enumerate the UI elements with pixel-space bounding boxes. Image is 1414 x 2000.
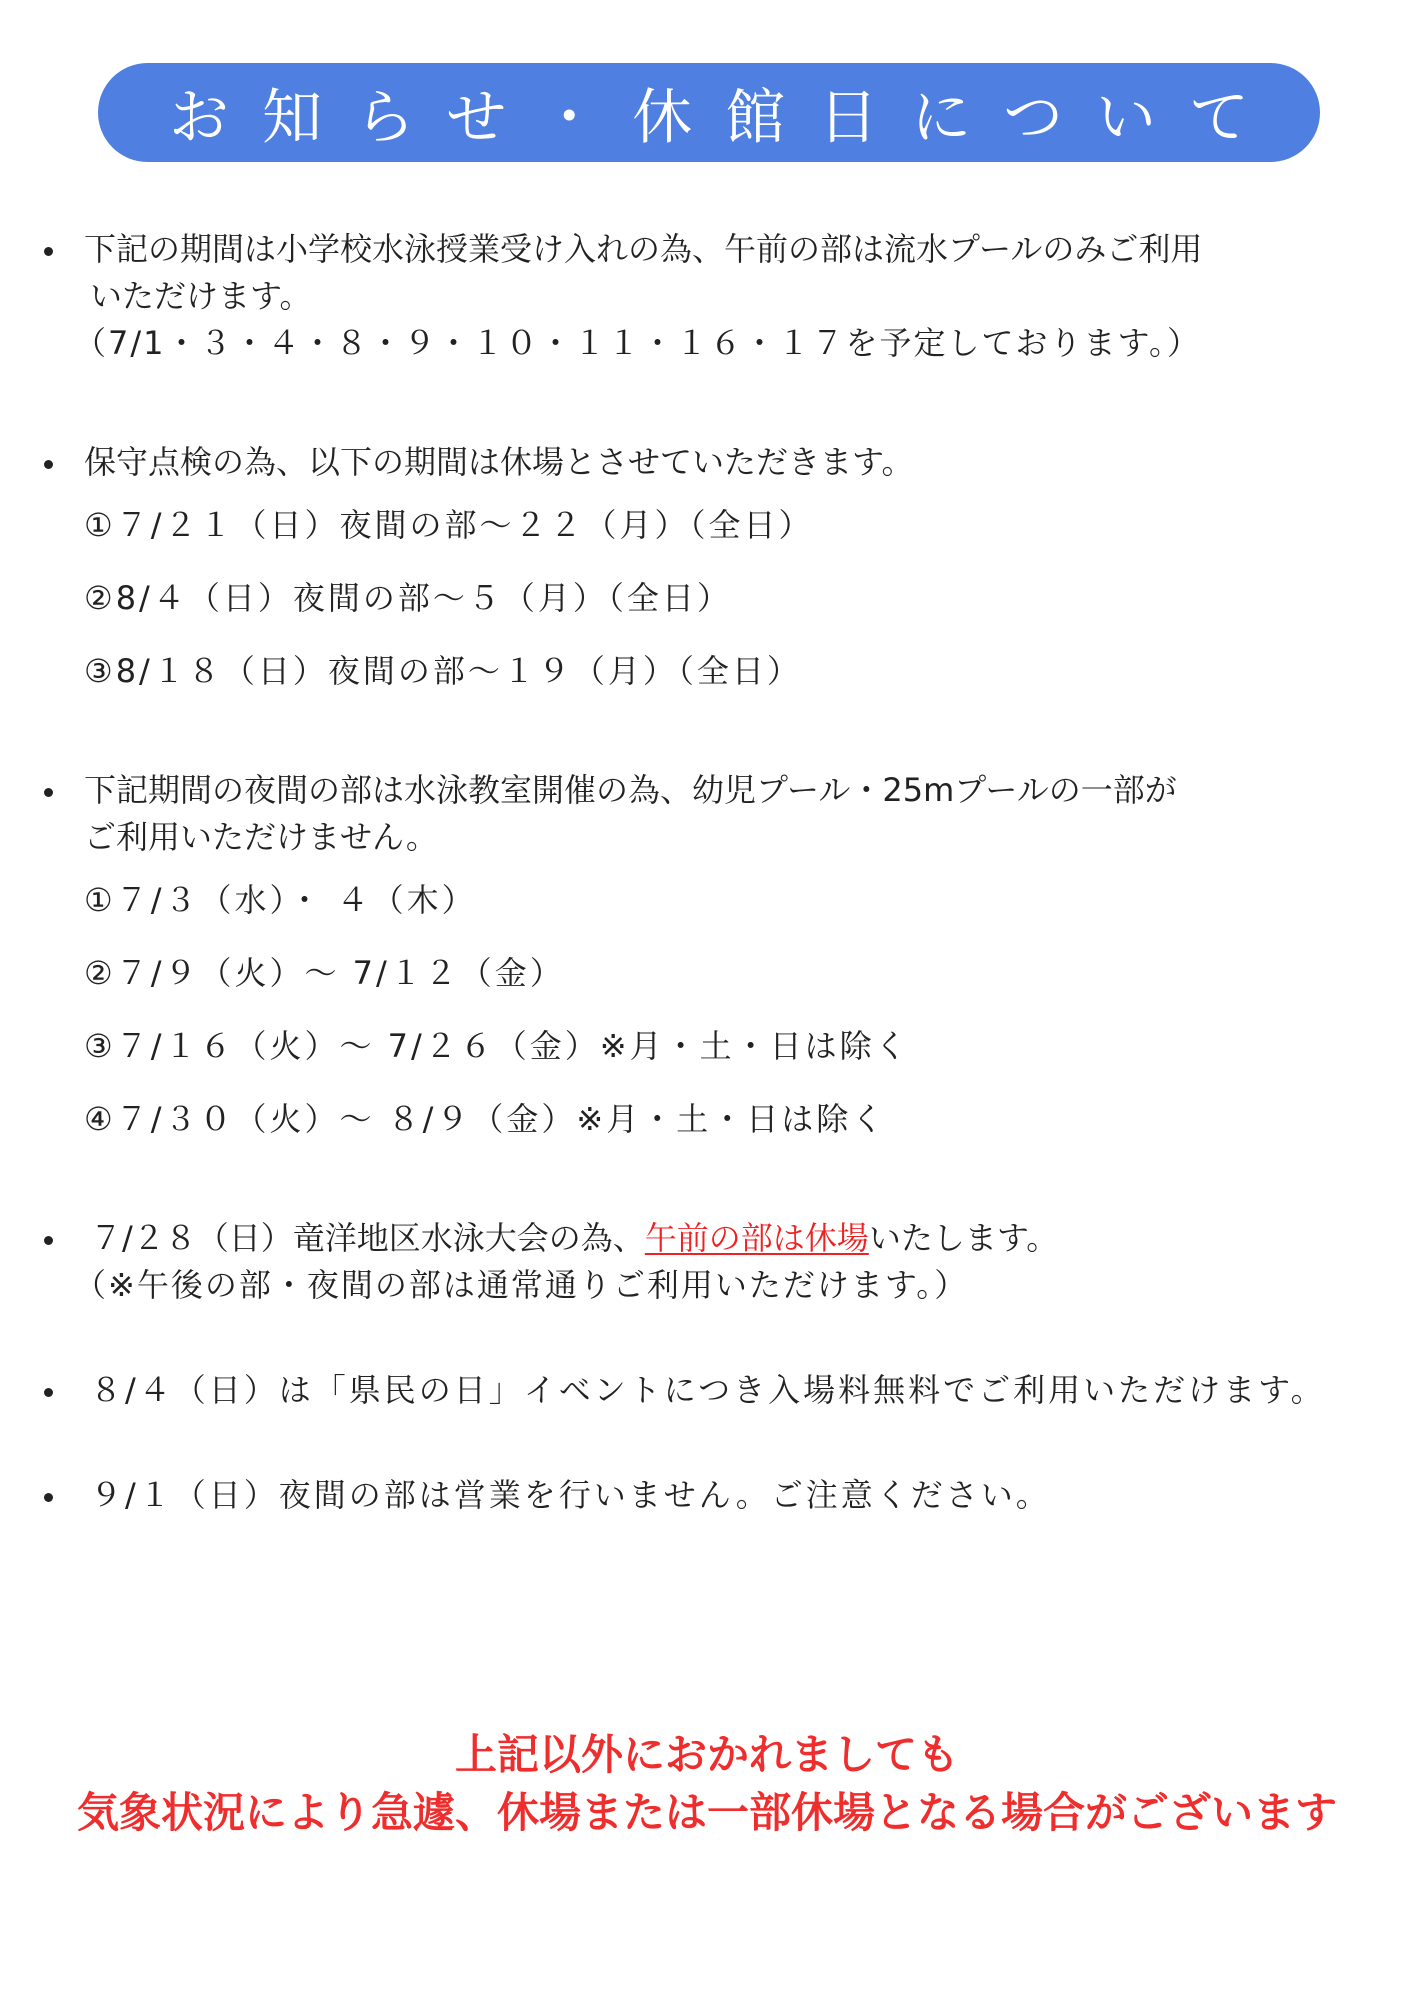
notice-text: ご利用いただけません。 — [84, 818, 438, 856]
notice-text: いただけます。 — [90, 277, 312, 315]
bullet-icon — [44, 247, 53, 256]
notice-maintenance — [44, 439, 1384, 695]
list-item: ④７/３０（火）～ ８/９（金）※月・土・日は除く — [84, 1100, 887, 1138]
notice-text-before: ７/２８（日）竜洋地区水泳大会の為、 — [90, 1219, 645, 1257]
page-title: お知らせ・休館日について — [169, 82, 1282, 153]
notice-text: 保守点検の為、以下の期間は休場とさせていただきます。 — [84, 443, 914, 481]
notice-text — [90, 1215, 1384, 1262]
list-item: ①７/３（水）・ ４（木） — [84, 881, 477, 919]
bullet-icon — [44, 1493, 53, 1502]
notice-text: 下記の期間は小学校水泳授業受け入れの為、午前の部は流水プールのみご利用 — [84, 230, 1203, 268]
notice-school-swim — [44, 226, 1384, 367]
notice-list — [44, 226, 1384, 1519]
bullet-icon — [44, 460, 53, 469]
closure-highlight-link[interactable]: 午前の部は休場 — [644, 1219, 869, 1257]
notice-note: （※午後の部・夜間の部は通常通りご利用いただけます。） — [74, 1266, 969, 1304]
warning-line-1: 上記以外におかれましても — [454, 1730, 959, 1779]
bullet-icon — [44, 788, 53, 797]
notice-night-closed — [44, 1472, 1384, 1519]
list-item: ②8/４（日）夜間の部～５（月）（全日） — [84, 579, 732, 617]
notice-text: ９/１（日）夜間の部は営業を行いません。ご注意ください。 — [90, 1476, 1051, 1514]
title-banner — [98, 63, 1320, 162]
notice-text-after: いたします。 — [868, 1219, 1059, 1257]
notice-text: 下記期間の夜間の部は水泳教室開催の為、幼児プール・25mプールの一部が — [84, 771, 1177, 809]
list-item: ①７/２１（日）夜間の部～２２（月）（全日） — [84, 506, 814, 544]
notice-tournament — [44, 1215, 1384, 1309]
notice-free-admission — [44, 1367, 1384, 1414]
notice-swim-school — [44, 767, 1384, 1143]
bullet-icon — [44, 1388, 53, 1397]
notice-text: ８/４（日）は「県民の日」イベントにつき入場料無料でご利用いただけます。 — [90, 1371, 1326, 1409]
weather-warning — [0, 1726, 1414, 1842]
list-item: ③8/１８（日）夜間の部～１９（月）（全日） — [84, 652, 802, 690]
list-item: ②７/９（火）～ 7/１２（金） — [84, 954, 565, 992]
notice-note: （7/1・３・４・８・９・１０・１１・１６・１７を予定しております。） — [74, 324, 1201, 362]
bullet-icon — [44, 1236, 53, 1245]
warning-line-2: 気象状況により急遽、休場または一部休場となる場合がございます — [76, 1788, 1337, 1837]
list-item: ③７/１６（火）～ 7/２６（金）※月・土・日は除く — [84, 1027, 910, 1065]
